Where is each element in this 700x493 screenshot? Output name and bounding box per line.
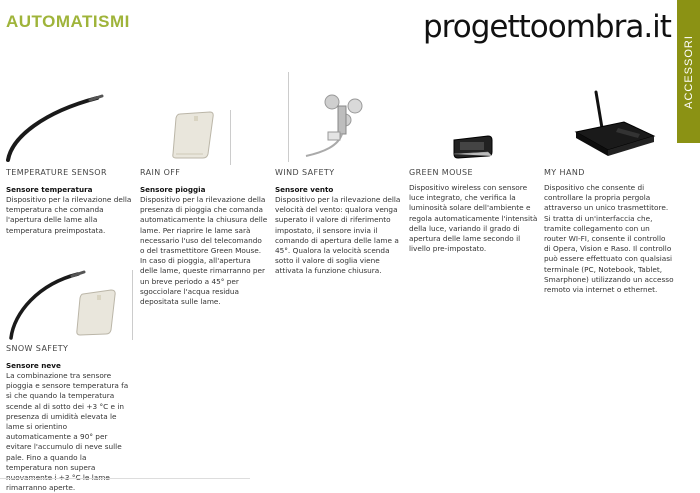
product-caption: TEMPERATURE SENSOR	[6, 168, 107, 177]
product-description: Dispositivo per la rilevazione della velocità del vento: qualora venga superato il valore di riferimento impostato, il sensore invia il comando di apertura delle lame a 45°. Qualora la velocità scenda sotto il valore di soglia viene attivata la funzione chiusura.	[275, 195, 401, 276]
product-description: Dispositivo wireless con sensore luce integrato, che verifica la luminosità solare dell'ambiente e regola automaticamente l'intensità della luce, variando il grado di apertura delle lame secondo il livello pre-impostato.	[409, 183, 538, 254]
product-snow-safety	[6, 344, 134, 493]
temperature-sensor-image	[4, 92, 106, 162]
product-rain-off	[140, 168, 268, 307]
product-caption: GREEN MOUSE	[409, 168, 473, 177]
product-caption: MY HAND	[544, 168, 585, 177]
green-mouse-image	[450, 132, 495, 162]
page-title: AUTOMATISMI	[6, 12, 130, 31]
product-description: Dispositivo per la rilevazione della presenza di pioggia che comanda automaticamente la chiusura delle lame. Per riaprire le lame sarà necessario l'uso del telecomando o del trasmettitore Green Mouse. In caso di pioggia, all'apertura delle lame, queste rimarranno per un breve periodo a 45° per sgocciolare l'acqua residua depositata sulle lame.	[140, 195, 268, 307]
product-description: Dispositivo per la rilevazione della temperatura che comanda l'apertura delle lame alla temperatura preimpostata.	[6, 195, 132, 235]
product-description: La combinazione tra sensore pioggia e sensore temperatura fa sì che quando la temperatura scende al di sotto dei +3 °C e in presenza di umidità elevata le lame si orientino automaticamente a 90° per evitare l'accumulo di neve sulle pale. Fino a quando la temperatura non supera rimarranno aperte.	[6, 371, 129, 493]
product-caption: RAIN OFF	[140, 168, 181, 177]
rain-sensor-image	[168, 108, 224, 164]
my-hand-router-image	[568, 88, 658, 163]
divider-line	[288, 72, 289, 162]
product-subtitle: Sensore vento	[275, 185, 334, 194]
brand-logo[interactable]: progettoombra.it	[423, 9, 671, 45]
product-caption: WIND SAFETY	[275, 168, 335, 177]
side-tab-label: ACCESSORI	[682, 34, 695, 109]
product-wind-safety	[275, 168, 403, 277]
product-subtitle: Sensore temperatura	[6, 185, 93, 194]
product-subtitle: Sensore neve	[6, 361, 61, 370]
product-caption: SNOW SAFETY	[6, 344, 69, 353]
product-green-mouse	[409, 168, 539, 254]
product-temperature-sensor	[6, 168, 134, 236]
side-tab-accessori[interactable]	[677, 0, 700, 143]
product-subtitle: Sensore pioggia	[140, 185, 206, 194]
product-description: Dispositivo che consente di controllare la propria pergola attraverso un unico trasmettitore. Si tratta di un'interfaccia che, tramite collegamento con un router WI-FI, consente il controllo di Opera, Vision e Raso. Il controllo può essere effettuato con qualsiasi terminale (PC, Notebook, Tablet, Smarphone) utilizzando un accesso remoto via internet o ethernet.	[544, 183, 674, 295]
product-my-hand	[544, 168, 674, 295]
divider-line	[230, 110, 231, 165]
wind-sensor-image	[300, 90, 380, 165]
snow-safety-image	[8, 268, 133, 340]
bottom-rule	[0, 478, 250, 479]
